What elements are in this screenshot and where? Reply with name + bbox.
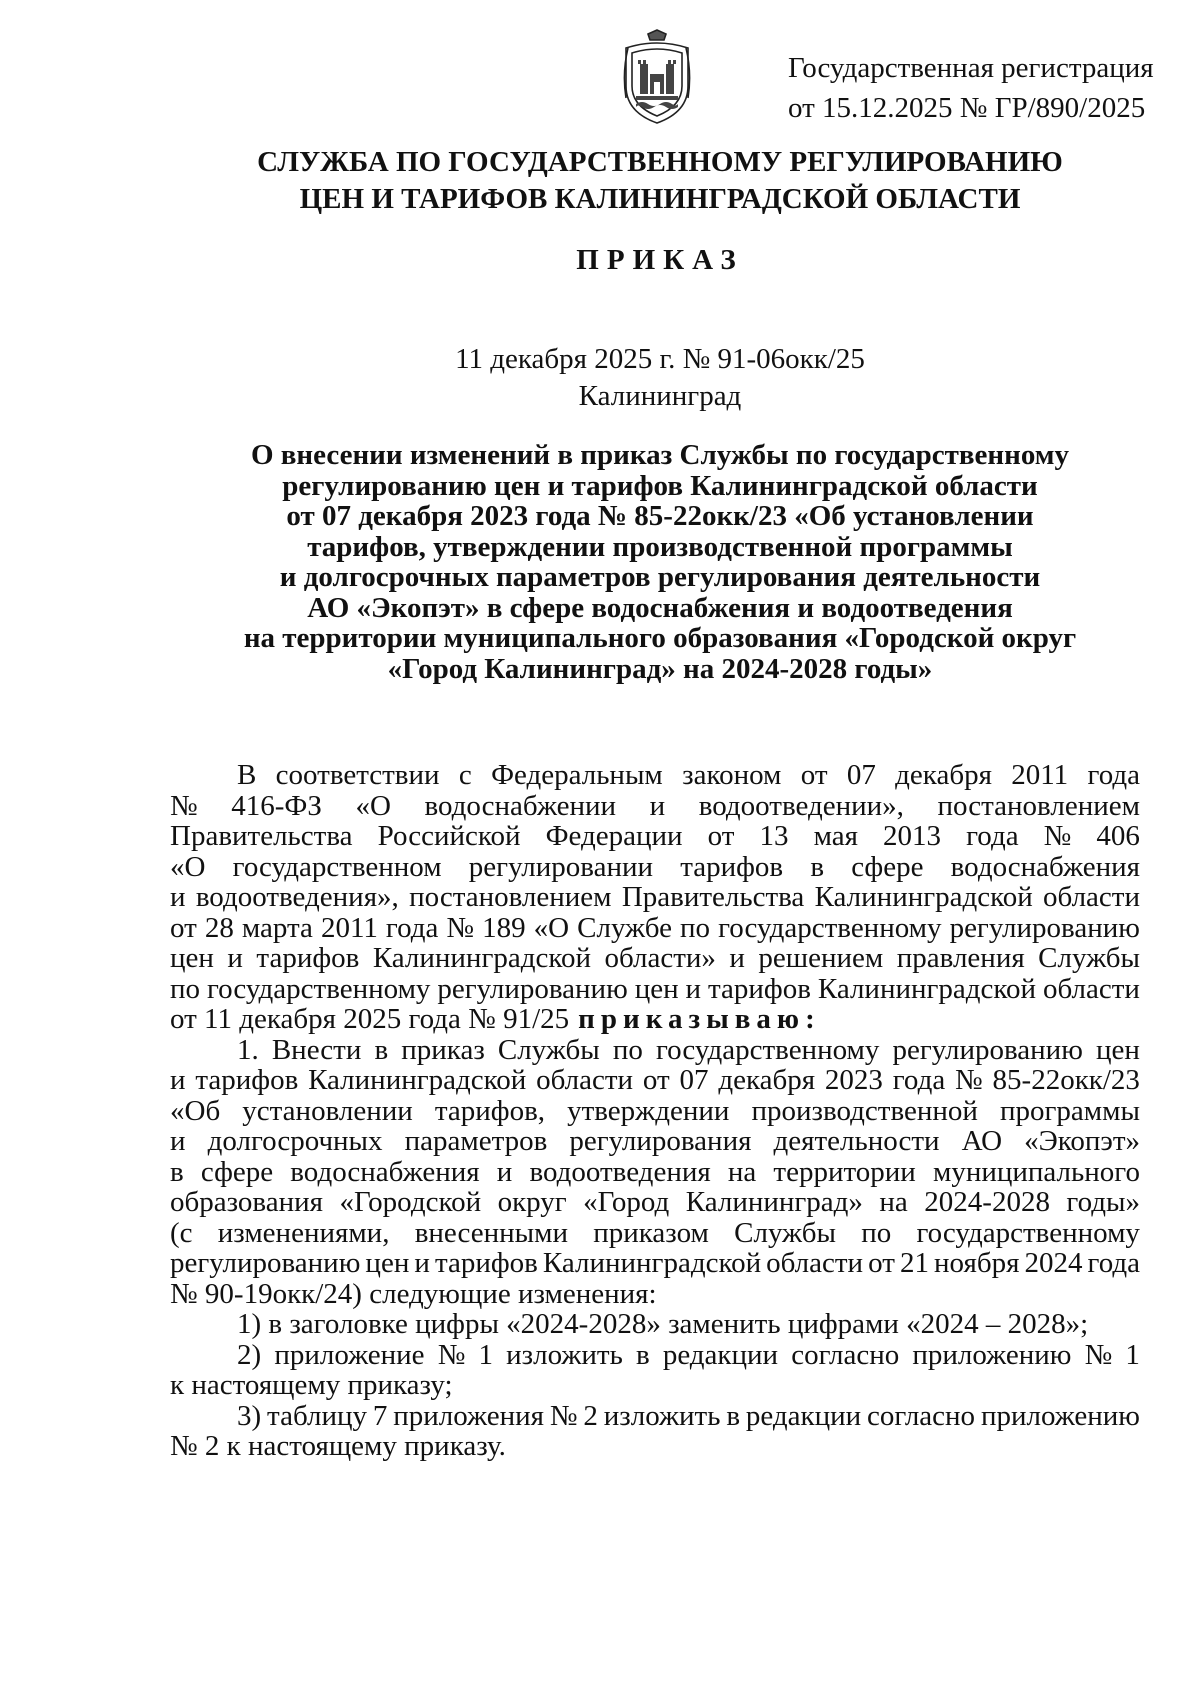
body-word: по <box>612 1033 643 1066</box>
body-line-text: 1) в заголовке цифры «2024-2028» заменить цифрами «2024 – 2028»; <box>237 1308 1089 1340</box>
body-word: цен <box>1095 1033 1140 1066</box>
body-word: редакции <box>745 1399 862 1432</box>
body-word: области <box>1042 972 1140 1005</box>
body-word: утверждении <box>567 1094 730 1127</box>
body-word: государственному <box>718 911 942 944</box>
body-line <box>170 1065 1140 1096</box>
body-word: декабря <box>718 1064 816 1096</box>
body-word: 1 <box>1125 1338 1140 1371</box>
body-word: по <box>861 1216 892 1249</box>
body-line <box>170 1157 1140 1188</box>
body-word: «Городской <box>339 1186 482 1218</box>
body-line <box>170 1431 1140 1462</box>
body-word: Калининградской <box>817 972 1037 1005</box>
body-word: области <box>1043 881 1140 913</box>
body-line-text: от 11 декабря 2025 года № 91/25 <box>170 1003 570 1035</box>
subject-line: тарифов, утверждении производственной программы <box>307 530 1013 563</box>
body-line <box>170 974 1140 1005</box>
body-word: Службы <box>734 1216 836 1249</box>
body-word: 07 <box>679 1064 709 1096</box>
body-word: водоснабжении <box>424 789 617 822</box>
body-line <box>170 1370 1140 1401</box>
body-word: от <box>800 759 828 791</box>
body-word: постановлением <box>409 881 612 913</box>
body-word: 2 <box>583 1399 598 1432</box>
body-word: и <box>170 1125 186 1157</box>
body-word: округ <box>497 1186 567 1218</box>
body-word: приложению <box>980 1399 1140 1432</box>
body-word: и <box>414 1247 430 1279</box>
body-word: тарифов <box>195 1064 299 1096</box>
body-word: и <box>685 972 702 1005</box>
body-line <box>170 1004 1140 1035</box>
body-word: Службы <box>497 1033 600 1066</box>
subject-line: от 07 декабря 2023 года № 85-22окк/23 «Об установлении <box>286 500 1034 532</box>
body-word: цен <box>634 972 679 1005</box>
body-word: № <box>955 1064 983 1096</box>
body-word: (с <box>170 1216 193 1249</box>
body-word: Калининградской <box>308 1064 527 1096</box>
body-word: 21 <box>899 1247 929 1279</box>
body-word: 07 <box>846 759 876 791</box>
body-word: с <box>458 759 472 791</box>
body-word: в <box>726 1399 741 1432</box>
body-word: «О <box>170 850 206 883</box>
body-word: области <box>536 1064 634 1096</box>
body-word: образования <box>170 1186 323 1218</box>
body-word: области <box>766 1247 864 1279</box>
body-word: Службе <box>577 911 672 944</box>
body-word: регулированию <box>437 972 628 1005</box>
body-word: от <box>170 911 197 944</box>
body-word: «Экопэт» <box>1024 1125 1140 1157</box>
body-word: мая <box>813 820 858 852</box>
subject-line: на территории муниципального образования «Городской округ <box>243 622 1077 654</box>
body-word: Правительства <box>621 881 805 913</box>
body-line <box>170 821 1140 852</box>
body-word: года <box>892 1064 946 1096</box>
body-word: 416-ФЗ <box>231 789 322 822</box>
body-word: тарифов <box>434 1247 538 1279</box>
body-word: регулированию <box>170 1247 361 1279</box>
body-line <box>170 1187 1140 1218</box>
agency-name <box>140 144 1180 218</box>
body-word: сфере <box>200 1155 274 1188</box>
date-and-number <box>200 341 1120 415</box>
body-word: и <box>729 942 745 974</box>
body-line-text: № 90-19окк/24) следующие изменения: <box>170 1277 657 1310</box>
body-word: и <box>170 1064 186 1096</box>
body-line <box>170 1035 1140 1066</box>
registration-line: от 15.12.2025 № ГР/890/2025 <box>788 92 1146 124</box>
body-word: правления <box>896 942 1025 974</box>
body-word: государственному <box>916 1216 1140 1249</box>
body-word: № <box>549 1399 578 1432</box>
body-word: регулированию <box>949 911 1140 944</box>
body-word: от <box>868 1247 895 1279</box>
body-word: муниципального <box>932 1155 1140 1188</box>
body-word: В <box>237 759 257 791</box>
body-line <box>170 913 1140 944</box>
registration-stamp <box>788 48 1168 128</box>
body-line <box>170 760 1140 791</box>
body-word: года <box>1087 759 1140 791</box>
body-line <box>170 1279 1140 1310</box>
body-word: на <box>727 1155 757 1188</box>
body-word: таблицу <box>267 1399 367 1432</box>
body-line <box>170 791 1140 822</box>
body-word: в <box>170 1155 184 1188</box>
body-word: Внести <box>271 1033 362 1066</box>
body-word: государственному <box>206 972 431 1005</box>
body-word: цен <box>170 942 214 974</box>
body-word: территории <box>773 1155 916 1188</box>
body-word: водоснабжения <box>950 850 1140 883</box>
body-word: года <box>1087 1247 1140 1279</box>
body-line <box>170 1218 1140 1249</box>
body-word: водоотведения», <box>195 881 399 913</box>
body-line <box>170 1096 1140 1127</box>
body-text <box>170 760 1140 1462</box>
body-word: «О <box>355 789 391 822</box>
body-word: 13 <box>759 820 789 852</box>
body-word: водоотведении», <box>698 789 904 822</box>
body-word: согласно <box>791 1338 900 1371</box>
body-line <box>170 943 1140 974</box>
body-word: «Город <box>583 1186 670 1218</box>
body-line <box>170 1340 1140 1371</box>
body-word: Федеральным <box>491 759 663 791</box>
body-line <box>170 882 1140 913</box>
body-word: года <box>385 911 439 944</box>
registration-line: Государственная регистрация <box>788 52 1154 84</box>
body-word: и <box>170 881 186 913</box>
body-word: регулирования <box>569 1125 752 1157</box>
body-word: от <box>707 820 735 852</box>
body-word: согласно <box>867 1399 976 1432</box>
body-word: Федерации <box>545 820 683 852</box>
body-word: 85-22окк/23 <box>992 1064 1140 1096</box>
order-verb: приказываю: <box>578 1003 821 1035</box>
subject-line: О внесении изменений в приказ Службы по государственному <box>250 439 1070 471</box>
body-word: 2011 <box>1011 759 1069 791</box>
body-word: регулировании <box>468 850 654 883</box>
body-word: 2011 <box>320 911 378 944</box>
body-word: 3) <box>237 1399 262 1432</box>
subject-line: АО «Экопэт» в сфере водоснабжения и водоотведения <box>307 591 1013 624</box>
body-word: изложить <box>506 1338 623 1371</box>
body-line <box>170 1401 1140 1432</box>
agency-line: ЦЕН И ТАРИФОВ КАЛИНИНГРАДСКОЙ ОБЛАСТИ <box>299 183 1021 215</box>
body-word: производственной <box>751 1094 978 1127</box>
body-word: приложение <box>274 1338 425 1371</box>
document-type: ПРИКАЗ <box>576 244 744 276</box>
body-word: внесенными <box>414 1216 568 1249</box>
body-word: водоснабжения <box>290 1155 480 1188</box>
body-word: по <box>170 972 201 1005</box>
body-word: тарифов <box>256 942 360 974</box>
body-word: приложению <box>912 1338 1072 1371</box>
body-word: ноября <box>934 1247 1020 1279</box>
body-word: марта <box>241 911 313 944</box>
subject-title <box>150 440 1170 684</box>
body-word: годы» <box>1066 1186 1140 1218</box>
body-word: Российской <box>377 820 521 852</box>
body-word: изменениями, <box>217 1216 390 1249</box>
body-word: приложения <box>393 1399 544 1432</box>
body-word: тарифов <box>708 972 811 1005</box>
body-word: сфере <box>851 850 924 883</box>
body-word: 28 <box>204 911 234 944</box>
body-word: государственному <box>655 1033 880 1066</box>
body-word: постановлением <box>937 789 1140 822</box>
subject-line: и долгосрочных параметров регулирования деятельности <box>279 561 1041 593</box>
body-word: Калининград» <box>685 1186 863 1218</box>
body-word: и <box>496 1155 513 1188</box>
body-word: 406 <box>1096 820 1140 852</box>
date-line: 11 декабря 2025 г. № 91-06окк/25 <box>455 343 865 375</box>
body-word: № <box>1084 1338 1113 1371</box>
body-word: года <box>966 820 1019 852</box>
body-word: в <box>810 850 825 883</box>
body-word: 1 <box>478 1338 493 1371</box>
body-word: установлении <box>242 1094 413 1127</box>
body-word: Калининградской <box>542 1247 762 1279</box>
body-line <box>170 1309 1140 1340</box>
body-word: Правительства <box>170 820 353 852</box>
body-word: долгосрочных <box>207 1125 383 1157</box>
body-line <box>170 1126 1140 1157</box>
body-word: по <box>680 911 711 944</box>
body-word: водоотведения <box>529 1155 711 1188</box>
body-word: АО <box>961 1125 1003 1157</box>
body-word: приказом <box>593 1216 709 1249</box>
body-word: Калининградской <box>814 881 1033 913</box>
body-word: деятельности <box>773 1125 940 1157</box>
body-word: № <box>1043 820 1072 852</box>
body-word: 189 <box>482 911 526 944</box>
body-word: 2024 <box>1024 1247 1083 1279</box>
body-word: 2) <box>237 1338 262 1371</box>
body-word: тарифов <box>680 850 784 883</box>
coat-of-arms-emblem <box>618 28 696 126</box>
body-word: законом <box>682 759 782 791</box>
body-word: «Об <box>170 1094 221 1127</box>
body-word: № <box>170 789 198 822</box>
body-word: Службы <box>1038 942 1140 974</box>
body-line-text: к настоящему приказу; <box>170 1369 453 1401</box>
body-word: 2013 <box>883 820 942 852</box>
body-word: № <box>446 911 475 944</box>
body-word: программы <box>999 1094 1140 1127</box>
body-line-text: № 2 к настоящему приказу. <box>170 1430 506 1462</box>
body-line <box>170 1248 1140 1279</box>
body-word: области» <box>604 942 716 974</box>
body-word: 7 <box>372 1399 388 1432</box>
agency-line: СЛУЖБА ПО ГОСУДАРСТВЕННОМУ РЕГУЛИРОВАНИЮ <box>257 146 1063 178</box>
body-word: декабря <box>895 759 992 791</box>
body-word: в <box>374 1033 389 1066</box>
body-word: 2023 <box>824 1064 883 1096</box>
subject-line: регулированию цен и тарифов Калининградской области <box>282 469 1038 502</box>
body-word: решением <box>758 942 884 974</box>
body-word: изложить <box>603 1399 721 1432</box>
body-word: регулированию <box>892 1033 1083 1066</box>
body-word: государственном <box>232 850 442 883</box>
body-word: № <box>437 1338 466 1371</box>
city-line: Калининград <box>578 380 742 412</box>
body-word: «О <box>533 911 570 944</box>
body-word: от <box>642 1064 670 1096</box>
body-word: Калининградской <box>372 942 591 974</box>
body-word: параметров <box>404 1125 548 1157</box>
body-word: цен <box>365 1247 410 1279</box>
body-word: в <box>635 1338 650 1371</box>
body-word: 1. <box>237 1033 259 1066</box>
body-word: и <box>227 942 243 974</box>
body-word: на <box>879 1186 908 1218</box>
body-word: соответствии <box>275 759 440 791</box>
body-word: и <box>649 789 666 822</box>
body-word: 2024-2028 <box>924 1186 1050 1218</box>
body-word: приказ <box>401 1033 485 1066</box>
subject-line: «Город Калининград» на 2024-2028 годы» <box>387 652 933 685</box>
body-line <box>170 852 1140 883</box>
body-word: редакции <box>662 1338 779 1371</box>
body-word: тарифов, <box>434 1094 546 1127</box>
